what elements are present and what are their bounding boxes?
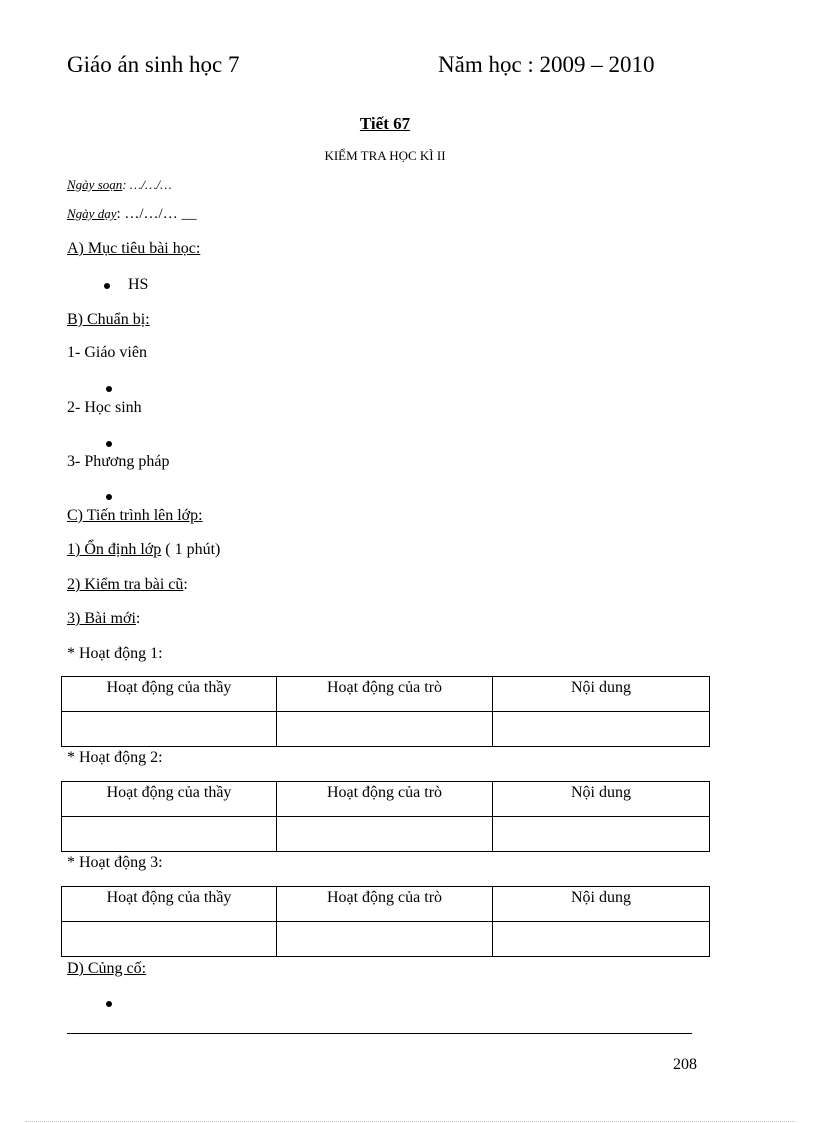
teach-date-label: Ngày dạy: [67, 206, 117, 221]
section-c2-label: 2) Kiểm tra bài cũ: [67, 576, 184, 593]
header-cell-student: Hoạt động của trò: [277, 677, 493, 712]
header-cell-content: Nội dung: [493, 677, 710, 712]
page-bottom-divider: [25, 1121, 795, 1122]
header-cell-student: Hoạt động của trò: [277, 782, 493, 817]
table-header-row: [62, 887, 710, 922]
section-c3-colon: :: [135, 610, 141, 627]
table-row: [62, 712, 710, 747]
header-cell-content: Nội dung: [493, 782, 710, 817]
bullet-icon: [106, 1001, 112, 1007]
section-c2-colon: :: [183, 576, 188, 593]
header-left: Giáo án sinh học 7: [67, 52, 240, 77]
table-cell: [277, 817, 493, 852]
header-right: Năm học : 2009 – 2010: [438, 52, 655, 77]
bullet-icon: [106, 441, 112, 447]
table-cell: [62, 817, 277, 852]
page-number: 208: [673, 1056, 697, 1073]
activity-3-label: * Hoạt động 3:: [67, 854, 163, 871]
table-row: [62, 817, 710, 852]
section-c3-label: 3) Bài mới: [67, 610, 136, 627]
section-d-heading: D) Củng cố:: [67, 960, 147, 977]
bullet-icon: [104, 283, 110, 289]
footer-rule: [67, 1033, 692, 1034]
section-c2: [67, 576, 188, 594]
section-c1-note: ( 1 phút): [161, 541, 221, 558]
table-cell: [493, 922, 710, 957]
header-cell-teacher: Hoạt động của thầy: [62, 782, 277, 817]
section-c1-label: 1) Ổn định lớp: [67, 541, 162, 558]
bullet-icon: [106, 494, 112, 500]
table-cell: [277, 712, 493, 747]
activity-1-label: * Hoạt động 1:: [67, 645, 163, 662]
bullet-icon: [106, 386, 112, 392]
activity-2-table: [61, 781, 710, 852]
header-cell-teacher: Hoạt động của thầy: [62, 677, 277, 712]
header-cell-teacher: Hoạt động của thầy: [62, 887, 277, 922]
teach-date: [67, 206, 196, 223]
activity-2-label: * Hoạt động 2:: [67, 749, 163, 766]
header-cell-content: Nội dung: [493, 887, 710, 922]
section-c-heading: C) Tiến trình lên lớp:: [67, 507, 203, 524]
section-b1: 1- Giáo viên: [67, 344, 147, 361]
section-b2: 2- Học sinh: [67, 399, 142, 416]
prep-date-label: Ngày soạn: [67, 177, 123, 192]
table-row: [62, 922, 710, 957]
teach-date-value: : …/…/… __: [116, 206, 197, 222]
activity-1-table: [61, 676, 710, 747]
section-b3: 3- Phương pháp: [67, 453, 170, 470]
section-c3: [67, 610, 140, 628]
lesson-subtitle: KIỂM TRA HỌC KÌ II: [324, 148, 446, 163]
table-cell: [62, 712, 277, 747]
table-header-row: [62, 677, 710, 712]
header-cell-student: Hoạt động của trò: [277, 887, 493, 922]
section-a-bullet: HS: [128, 276, 149, 293]
activity-3-table: [61, 886, 710, 957]
section-a-heading: A) Mục tiêu bài học:: [67, 240, 201, 257]
prep-date-value: : …/…/…: [122, 177, 172, 192]
table-cell: [277, 922, 493, 957]
section-c1: [67, 541, 220, 559]
prep-date: [67, 177, 172, 193]
table-cell: [493, 817, 710, 852]
table-cell: [493, 712, 710, 747]
table-cell: [62, 922, 277, 957]
table-header-row: [62, 782, 710, 817]
lesson-title: Tiết 67: [359, 114, 411, 133]
section-b-heading: B) Chuẩn bị:: [67, 311, 150, 328]
